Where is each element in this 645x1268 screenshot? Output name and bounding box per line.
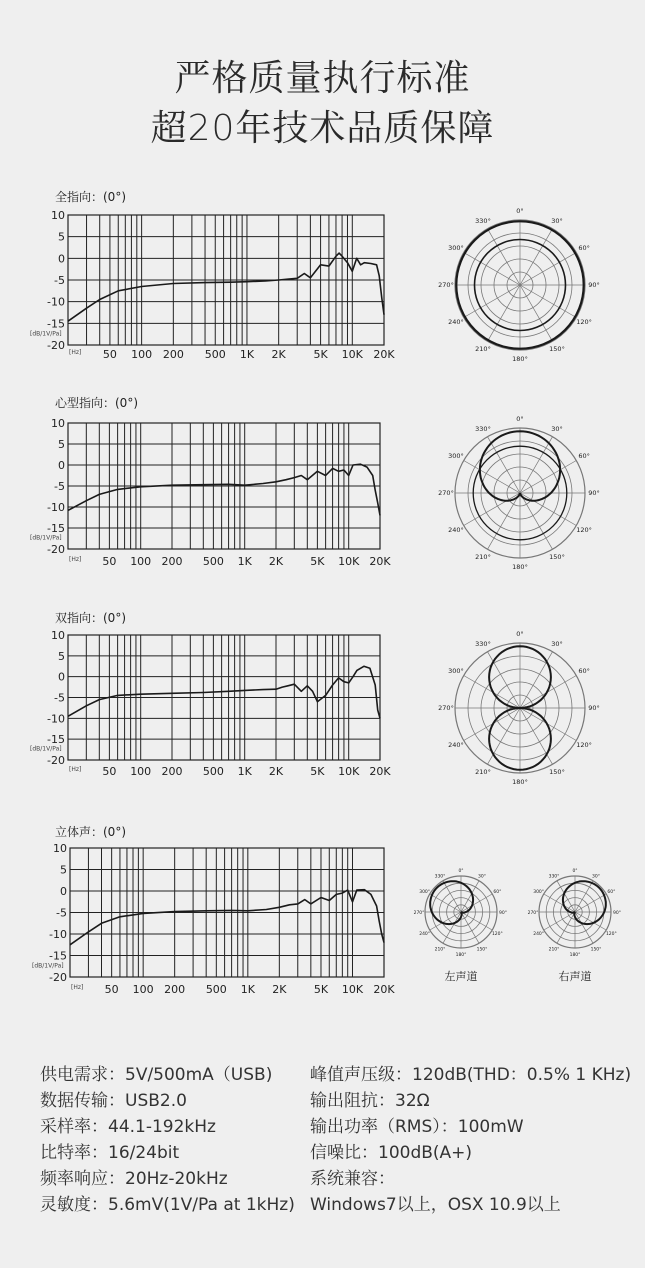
polar-angle-label: 180°	[512, 778, 528, 786]
y-tick-label: -10	[47, 295, 65, 309]
polar-spoke	[464, 461, 520, 494]
x-tick-label: 2K	[268, 765, 284, 778]
db-unit-label: [dB/1V/Pa]	[30, 745, 62, 753]
y-tick-label: 5	[58, 438, 65, 451]
y-tick-label: -10	[47, 712, 65, 726]
x-tick-label: 100	[131, 348, 153, 361]
polar-angle-label: 210°	[475, 345, 491, 354]
x-tick-label: 200	[164, 983, 186, 996]
polar-angle-label: 30°	[551, 216, 563, 225]
polar-angle-label: 270°	[438, 489, 454, 497]
hz-unit-label: [Hz]	[69, 349, 82, 356]
spec-compatibility-value: Windows7以上，OSX 10.9以上	[310, 1195, 561, 1215]
spec-output-power: 输出功率（RMS）：100mW	[310, 1117, 524, 1137]
x-tick-label: 200	[161, 765, 183, 778]
chart-title: 全指向：(0°)	[55, 190, 126, 204]
x-tick-label: 20K	[369, 555, 391, 568]
headline-line-1: 严格质量执行标准	[174, 58, 471, 99]
polar-angle-label: 300°	[419, 890, 431, 895]
polar-spoke	[520, 708, 553, 764]
polar-angle-label: 60°	[493, 890, 502, 895]
x-tick-label: 1K	[240, 983, 255, 996]
polar-angle-label: 0°	[516, 207, 524, 215]
polar-spoke	[520, 253, 576, 286]
polar-angle-label: 60°	[578, 452, 590, 460]
y-tick-label: 10	[53, 842, 67, 855]
polar-spoke	[520, 461, 576, 494]
y-tick-label: -20	[47, 754, 65, 767]
y-tick-label: 5	[58, 230, 65, 244]
spec-data-transfer: 数据传输：USB2.0	[40, 1091, 187, 1111]
db-unit-label: [dB/1V/Pa]	[30, 330, 62, 338]
polar-angle-label: 210°	[434, 947, 446, 953]
figure8-chart	[0, 605, 645, 795]
x-tick-label: 10K	[341, 983, 364, 996]
y-tick-label: -15	[47, 317, 65, 331]
frequency-response-line	[68, 666, 380, 718]
polar-angle-label: 330°	[475, 639, 491, 648]
polar-angle-label: 0°	[516, 630, 524, 638]
polar-angle-label: 90°	[588, 704, 600, 712]
x-tick-label: 500	[202, 555, 224, 568]
frequency-response-line	[68, 253, 384, 321]
polar-angle-label: 330°	[475, 216, 491, 225]
polar-angle-label: 0°	[516, 415, 524, 423]
x-tick-label: 100	[130, 765, 152, 778]
polar-angle-label: 60°	[607, 890, 616, 895]
db-unit-label: [dB/1V/Pa]	[30, 534, 62, 542]
y-tick-label: 10	[51, 417, 65, 430]
y-tick-label: 5	[58, 649, 65, 663]
spec-sample-rate: 采样率：44.1-192kHz	[40, 1117, 216, 1137]
x-tick-label: 50	[104, 983, 119, 996]
polar-angle-label: 270°	[413, 911, 425, 916]
y-tick-label: 0	[58, 252, 65, 266]
chart-title: 双指向：(0°)	[55, 611, 126, 625]
polar-spoke	[488, 285, 521, 341]
spec-output-impedance: 输出阻抗：32Ω	[310, 1091, 430, 1111]
polar-angle-label: 60°	[578, 667, 590, 675]
x-tick-label: 100	[132, 983, 154, 996]
x-tick-label: 20K	[373, 348, 395, 361]
polar-angle-label: 120°	[576, 318, 592, 326]
polar-angle-label: 300°	[448, 452, 464, 460]
polar-angle-label: 270°	[438, 704, 454, 712]
y-tick-label: -15	[47, 733, 65, 747]
polar-angle-label: 240°	[448, 526, 464, 534]
chart-title: 心型指向：(0°)	[55, 396, 138, 410]
polar-angle-label: 90°	[588, 281, 600, 289]
polar-angle-label: 180°	[569, 953, 581, 958]
polar-angle-label: 300°	[448, 667, 464, 675]
polar-angle-label: 180°	[512, 563, 528, 571]
x-tick-label: 200	[162, 348, 184, 361]
polar-angle-label: 210°	[475, 768, 491, 777]
polar-angle-label: 240°	[533, 932, 545, 937]
polar-angle-label: 30°	[551, 639, 563, 648]
x-tick-label: 200	[161, 555, 183, 568]
polar-angle-label: 0°	[458, 869, 464, 874]
spec-snr: 信噪比：100dB(A+)	[310, 1143, 473, 1163]
chart-title: 立体声：(0°)	[55, 825, 126, 839]
x-tick-label: 2K	[271, 348, 286, 361]
polar-angle-label: 210°	[475, 553, 491, 562]
polar-angle-label: 210°	[548, 947, 560, 953]
x-tick-label: 20K	[369, 765, 391, 778]
x-tick-label: 500	[202, 765, 224, 778]
polar-spoke	[520, 229, 553, 285]
polar-angle-label: 330°	[475, 424, 491, 433]
polar-spoke	[520, 493, 576, 526]
x-tick-label: 2K	[272, 983, 287, 996]
polar-angle-label: 270°	[527, 911, 539, 916]
headline-line-2: 超20年技术品质保障	[150, 108, 495, 149]
x-tick-label: 50	[102, 555, 117, 568]
x-tick-label: 10K	[338, 765, 360, 778]
y-tick-label: 0	[60, 885, 67, 898]
x-tick-label: 500	[204, 348, 226, 361]
polar-angle-label: 120°	[491, 932, 503, 937]
y-tick-label: 0	[58, 459, 65, 472]
spec-power: 供电需求：5V/500mA（USB)	[40, 1065, 273, 1085]
polar-angle-label: 60°	[578, 244, 590, 252]
polar-angle-label: 180°	[455, 953, 467, 958]
y-tick-label: -5	[56, 906, 67, 920]
polar-spoke	[464, 493, 520, 526]
polar-spoke	[488, 229, 521, 285]
y-tick-label: 0	[58, 670, 65, 684]
y-tick-label: -10	[49, 928, 67, 941]
x-tick-label: 5K	[310, 555, 325, 568]
x-tick-label: 5K	[310, 765, 325, 778]
polar-spoke	[464, 253, 520, 286]
polar-angle-label: 240°	[448, 318, 464, 326]
polar-spoke	[488, 708, 521, 764]
polar-spoke	[488, 437, 521, 493]
polar-angle-label: 270°	[438, 281, 454, 289]
spec-compatibility-label: 系统兼容：	[310, 1169, 395, 1189]
polar-spoke	[520, 437, 553, 493]
polar-spoke	[488, 652, 521, 708]
x-tick-label: 1K	[237, 765, 252, 778]
polar-angle-label: 90°	[499, 911, 507, 916]
x-tick-label: 50	[102, 348, 117, 361]
polar-angle-label: 30°	[478, 874, 486, 880]
polar-angle-label: 150°	[476, 947, 488, 953]
polar-angle-label: 120°	[605, 932, 617, 937]
polar-angle-label: 30°	[592, 874, 600, 880]
polar-angle-label: 120°	[576, 741, 592, 749]
polar-angle-label: 240°	[448, 741, 464, 749]
polar-angle-label: 300°	[533, 890, 545, 895]
x-tick-label: 500	[205, 983, 227, 996]
x-tick-label: 2K	[268, 555, 284, 568]
x-tick-label: 10K	[341, 348, 363, 361]
cardioid-chart	[0, 392, 645, 582]
spec-frequency-response: 频率响应：20Hz-20kHz	[40, 1169, 228, 1189]
y-tick-label: -10	[47, 501, 65, 514]
y-tick-label: -5	[54, 480, 65, 493]
x-tick-label: 1K	[239, 348, 255, 361]
hz-unit-label: [Hz]	[69, 766, 82, 773]
omnidirectional-chart	[0, 185, 645, 375]
x-tick-label: 50	[102, 765, 117, 778]
y-tick-label: -20	[49, 971, 67, 984]
x-tick-label: 10K	[338, 555, 360, 568]
spec-max-spl: 峰值声压级：120dB(THD：0.5% 1 KHz)	[310, 1065, 632, 1085]
y-tick-label: -15	[47, 522, 65, 535]
frequency-response-line	[68, 464, 380, 515]
polar-angle-label: 0°	[572, 869, 578, 874]
y-tick-label: 10	[51, 209, 65, 222]
x-tick-label: 5K	[313, 348, 328, 361]
polar-angle-label: 90°	[613, 911, 621, 916]
polar-angle-label: 150°	[590, 947, 602, 953]
y-tick-label: 5	[60, 863, 67, 877]
y-tick-label: -5	[54, 274, 65, 287]
hz-unit-label: [Hz]	[71, 984, 84, 991]
right-channel-label: 右声道	[558, 970, 592, 983]
y-tick-label: 10	[51, 629, 65, 642]
polar-spoke	[520, 652, 553, 708]
polar-angle-label: 90°	[588, 489, 600, 497]
y-tick-label: -20	[47, 339, 65, 352]
y-tick-label: -20	[47, 543, 65, 556]
frequency-response-line	[70, 890, 384, 945]
polar-spoke	[464, 285, 520, 318]
hz-unit-label: [Hz]	[69, 556, 82, 563]
db-unit-label: [dB/1V/Pa]	[32, 962, 64, 970]
polar-angle-label: 150°	[549, 768, 565, 777]
spec-column-right	[310, 1062, 631, 1218]
y-tick-label: -15	[49, 949, 67, 963]
polar-angle-label: 30°	[551, 424, 563, 433]
stereo-chart	[0, 820, 645, 1000]
polar-angle-label: 300°	[448, 244, 464, 252]
polar-angle-label: 120°	[576, 526, 592, 534]
spec-bit-depth: 比特率：16/24bit	[40, 1143, 180, 1163]
polar-angle-label: 150°	[549, 553, 565, 562]
polar-angle-label: 150°	[549, 345, 565, 354]
polar-angle-label: 180°	[512, 355, 528, 363]
polar-angle-label: 330°	[548, 874, 560, 880]
x-tick-label: 5K	[313, 983, 329, 996]
x-tick-label: 100	[130, 555, 152, 568]
x-tick-label: 1K	[237, 555, 252, 568]
polar-angle-label: 240°	[419, 932, 431, 937]
x-tick-label: 20K	[373, 983, 395, 996]
spec-sensitivity: 灵敏度：5.6mV(1V/Pa at 1kHz)	[40, 1195, 295, 1215]
polar-spoke	[520, 285, 553, 341]
spec-column-left	[40, 1062, 295, 1218]
left-channel-label: 左声道	[444, 970, 478, 983]
y-tick-label: -5	[54, 691, 65, 705]
polar-angle-label: 330°	[434, 874, 446, 880]
polar-spoke	[520, 285, 576, 318]
